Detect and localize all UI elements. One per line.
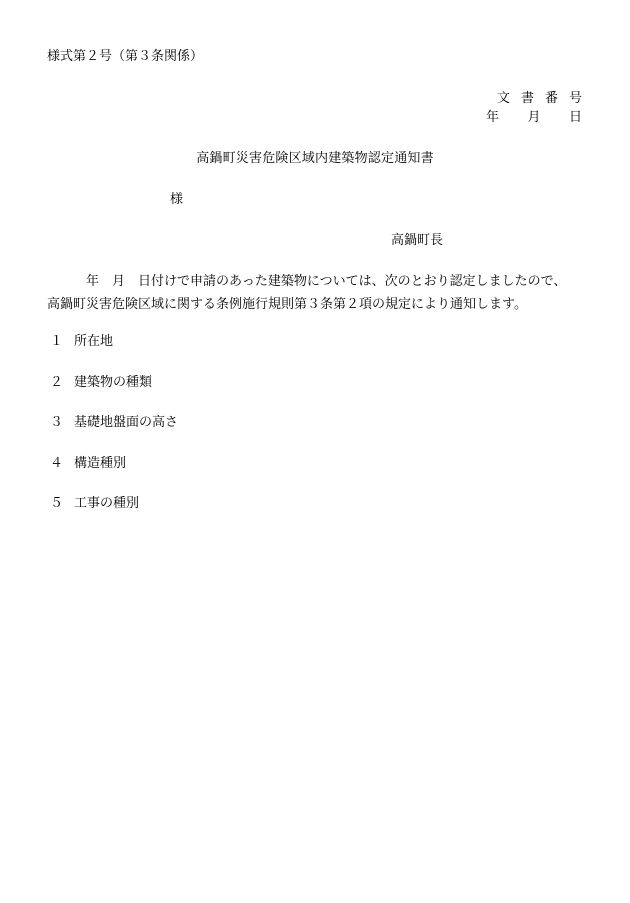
item-number: ３ [50, 415, 64, 430]
sender-name: 高鍋町長 [391, 233, 444, 248]
date-line [486, 109, 582, 127]
body-paragraph [47, 270, 587, 316]
item-label: 所在地 [74, 334, 114, 349]
body-line-1: 年 月 日付けで申請のあった建築物については、次のとおり認定しましたので、 [47, 274, 567, 289]
document-number-label: 文書番号 [496, 91, 593, 106]
list-item [50, 374, 178, 415]
document-title: 高鍋町災害危険区域内建築物認定通知書 [196, 151, 434, 166]
item-label: 構造種別 [74, 455, 127, 471]
item-number: ４ [50, 455, 64, 471]
form-label: 様式第２号（第３条関係） [47, 49, 204, 64]
item-number: １ [50, 334, 64, 349]
item-list [50, 333, 178, 536]
item-label: 工事の種別 [74, 496, 140, 511]
addressee-suffix: 様 [170, 192, 184, 207]
body-line-2: 高鍋町災害危険区域に関する条例施行規則第３条第２項の規定により通知します。 [47, 297, 527, 312]
list-item [50, 455, 178, 496]
date-day-label: 日 [568, 110, 582, 125]
date-year-label: 年 [486, 110, 500, 125]
list-item [50, 495, 178, 536]
item-number: ２ [50, 374, 64, 390]
item-number: ５ [50, 496, 64, 511]
item-label: 基礎地盤面の高さ [74, 415, 179, 430]
list-item [50, 333, 178, 374]
item-label: 建築物の種類 [74, 374, 153, 390]
list-item [50, 414, 178, 455]
date-month-label: 月 [527, 110, 541, 125]
